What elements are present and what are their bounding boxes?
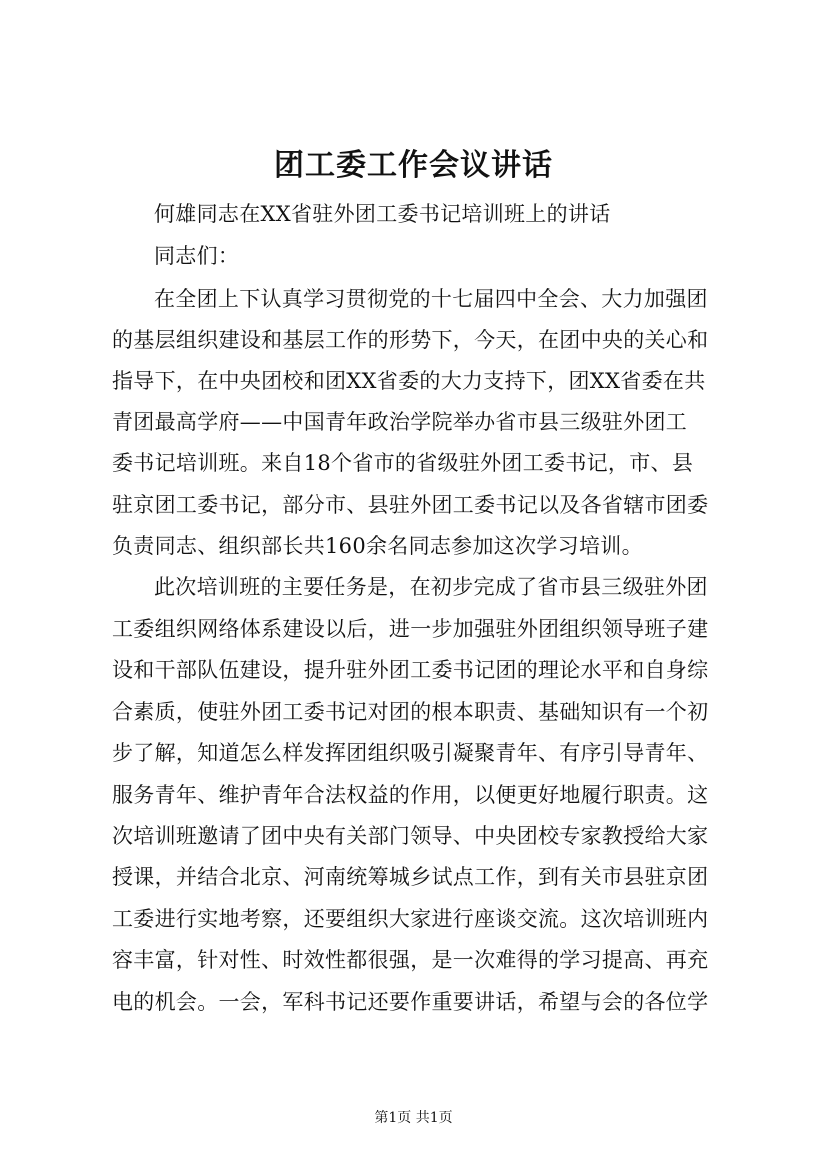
paragraph-line: 次培训班邀请了团中央有关部门领导、中央团校专家教授给大家 <box>112 824 709 848</box>
paragraph-line: 工委组织网络体系建设以后，进一步加强驻外团组织领导班子建 <box>112 617 709 641</box>
paragraph-line: 电的机会。一会，军科书记还要作重要讲话，希望与会的各位学 <box>112 990 709 1014</box>
paragraph-line: 容丰富，针对性、时效性都很强，是一次难得的学习提高、再充 <box>112 948 709 972</box>
document-subtitle: 何雄同志在XX省驻外团工委书记培训班上的讲话 <box>154 202 611 226</box>
page-number-footer: 第1页 共1页 <box>374 1110 453 1126</box>
paragraph-line: 驻京团工委书记，部分市、县驻外团工委书记以及各省辖市团委 <box>112 493 709 517</box>
paragraph-line: 的基层组织建设和基层工作的形势下，今天，在团中央的关心和 <box>112 328 709 352</box>
paragraph-line: 步了解，知道怎么样发挥团组织吸引凝聚青年、有序引导青年、 <box>112 741 709 765</box>
paragraph-line: 在全团上下认真学习贯彻党的十七届四中全会、大力加强团 <box>154 287 708 311</box>
document-title: 团工委工作会议讲话 <box>274 148 553 183</box>
paragraph-line: 此次培训班的主要任务是，在初步完成了省市县三级驻外团 <box>154 575 708 599</box>
salutation: 同志们： <box>154 244 240 268</box>
paragraph-line: 工委进行实地考察，还要组织大家进行座谈交流。这次培训班内 <box>112 907 709 931</box>
paragraph-line: 设和干部队伍建设，提升驻外团工委书记团的理论水平和自身综 <box>112 658 709 682</box>
paragraph-line: 委书记培训班。来自18个省市的省级驻外团工委书记，市、县 <box>112 451 694 475</box>
paragraph-line: 青团最高学府——中国青年政治学院举办省市县三级驻外团工 <box>112 410 688 434</box>
paragraph-line: 授课，并结合北京、河南统筹城乡试点工作，到有关市县驻京团 <box>112 865 709 889</box>
paragraph-line: 负责同志、组织部长共160余名同志参加这次学习培训。 <box>112 534 643 558</box>
paragraph-line: 合素质，使驻外团工委书记对团的根本职责、基础知识有一个初 <box>112 700 709 724</box>
paragraph-line: 指导下，在中央团校和团XX省委的大力支持下，团XX省委在共 <box>112 369 706 393</box>
paragraph-line: 服务青年、维护青年合法权益的作用，以便更好地履行职责。这 <box>112 783 709 807</box>
